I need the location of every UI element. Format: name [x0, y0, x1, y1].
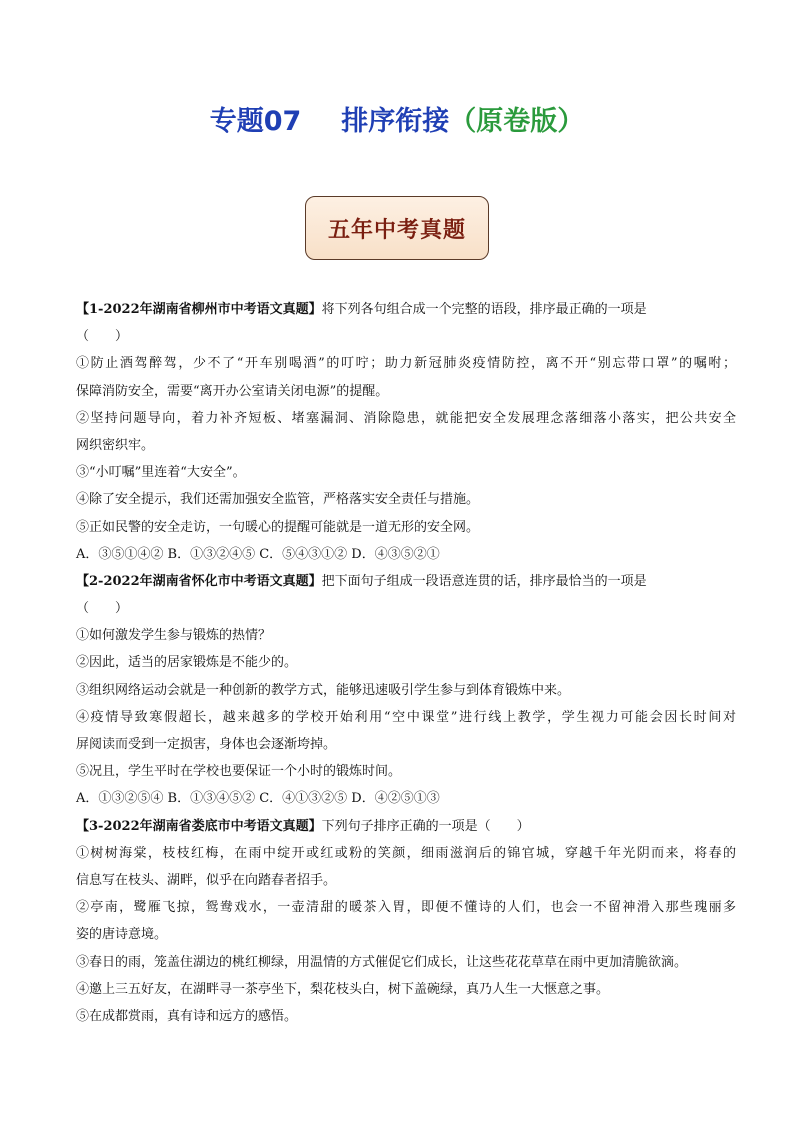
question-source: 【2-2022年湖南省怀化市中考语文真题】 [76, 573, 322, 589]
sentence-item: 保障消防安全，需要“离开办公室请关闭电源”的提醒。 [76, 383, 389, 399]
sentence-item: 信息写在枝头、湖畔，似乎在向踏春者招手。 [76, 872, 337, 888]
sentence-item: ⑤在成都赏雨，真有诗和远方的感悟。 [76, 1008, 298, 1024]
title-main: 专题07 [209, 106, 302, 137]
sentence-item: 屏阅读而受到一定损害，身体也会逐渐垮掉。 [76, 737, 337, 752]
sentence-item: ①防止酒驾醉驾，少不了“开车别喝酒”的叮咛；助力新冠肺炎疫情防控，离不开“别忘带口罩”的嘱咐； [76, 356, 736, 372]
question-1-header [76, 296, 736, 323]
sentence-item: ⑤正如民警的安全走访，一句暖心的提醒可能就是一道无形的安全网。 [76, 519, 480, 535]
sentence-item: ④邀上三五好友，在湖畔寻一茶亭坐下，梨花枝头白，树下盖碗绿，真乃人生一大惬意之事。 [76, 981, 610, 997]
answer-paren: （ ） [76, 329, 129, 345]
question-stem: 把下面句子组成一段语意连贯的话，排序最恰当的一项是 [321, 573, 647, 589]
sentence-item: ③春日的雨，笼盖住湖边的桃红柳绿，用温情的方式催促它们成长，让这些花花草草在雨中更加清脆欲滴。 [76, 954, 688, 970]
question-stem: 下列句子排序正确的一项是（ ） [321, 818, 530, 834]
sentence-item: ④除了安全提示，我们还需加强安全监管，严格落实安全责任与措施。 [76, 492, 480, 508]
title-sub: 排序衔接 [341, 106, 450, 137]
question-stem: 将下列各句组合成一个完整的语段，排序最正确的一项是 [321, 302, 647, 317]
answer-options: A．③⑤①④② B．①③②④⑤ C．⑤④③①② D．④③⑤②① [76, 546, 440, 562]
sentence-item: 网织密织牢。 [76, 437, 155, 453]
sentence-item: ②因此，适当的居家锻炼是不能少的。 [76, 655, 298, 671]
sentence-item: 姿的唐诗意境。 [76, 927, 168, 943]
question-2-header [76, 568, 736, 595]
section-banner [305, 196, 489, 260]
sentence-item: ①树树海棠，枝枝红梅，在雨中绽开或红或粉的笑颜，细雨滋润后的锦官城，穿越千年光阴而来，将春的 [76, 845, 736, 861]
page-title [0, 104, 794, 140]
banner-label: 五年中考真题 [327, 216, 466, 243]
question-source: 【3-2022年湖南省娄底市中考语文真题】 [76, 818, 322, 834]
sentence-item: ②坚持问题导向，着力补齐短板、堵塞漏洞、消除隐患，就能把安全发展理念落细落小落实，把公共安全 [76, 410, 736, 426]
question-source: 【1-2022年湖南省柳州市中考语文真题】 [76, 302, 322, 317]
answer-options: A．①③②⑤④ B．①③④⑤② C．④①③②⑤ D．④②⑤①③ [76, 791, 440, 807]
sentence-item: ②亭南，鹭雁飞掠，鸳鸯戏水，一壶清甜的暖茶入胃，即便不懂诗的人们，也会一不留神滑入那些瑰丽多 [76, 900, 736, 916]
sentence-item: ①如何激发学生参与锻炼的热情？ [76, 628, 272, 644]
sentence-item: ③组织网络运动会就是一种创新的教学方式，能够迅速吸引学生参与到体育锻炼中来。 [76, 682, 571, 698]
sentence-item: ⑤况且，学生平时在学校也要保证一个小时的锻炼时间。 [76, 764, 402, 780]
question-3-header [76, 813, 736, 840]
answer-paren: （ ） [76, 601, 129, 617]
sentence-item: ④疫情导致寒假超长，越来越多的学校开始利用“空中课堂”进行线上教学，学生视力可能会因长时间对 [76, 709, 736, 725]
title-tag: （原卷版） [449, 106, 585, 137]
question-list [76, 296, 736, 1030]
sentence-item: ③“小叮嘱”里连着“大安全”。 [76, 465, 246, 481]
